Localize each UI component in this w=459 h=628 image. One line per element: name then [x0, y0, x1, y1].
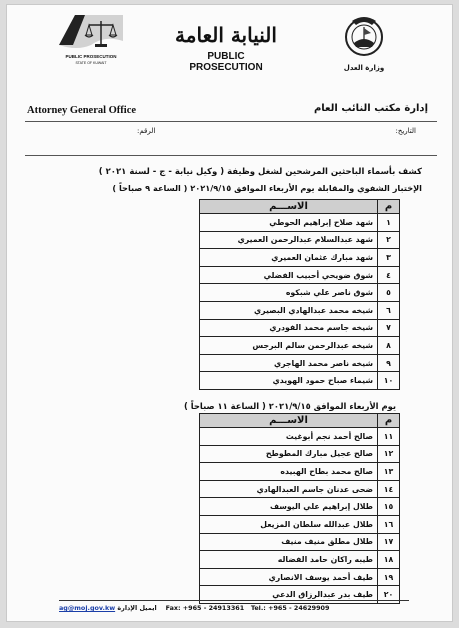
candidates-table-session-1: [199, 199, 400, 390]
scales-flag-icon: [55, 11, 127, 53]
office-name-english: Attorney General Office: [27, 105, 137, 116]
candidate-name: شيخه ناصر محمد الهاجري: [200, 354, 378, 372]
row-number: ٤: [378, 266, 400, 284]
table-row: [200, 354, 400, 372]
row-number: ١٠: [378, 372, 400, 390]
candidate-name: شوق ضويحي أحبيب الفضلي: [200, 266, 378, 284]
candidate-name: طلال عبدالله سلطان المزيعل: [200, 515, 378, 533]
row-number: ١٣: [378, 463, 400, 481]
document-title: كشف بأسماء الباحثين المرشحين لشغل وظيفة ( وكيل نيابة - ج - لسنة ٢٠٢١ ): [98, 167, 422, 177]
candidate-name: شيخه عبدالرحمن سالم البرجس: [200, 337, 378, 355]
table-row: [200, 445, 400, 463]
candidate-name: طلال مطلق منيف منيف: [200, 533, 378, 551]
candidate-name: شهد عبدالسلام عبدالرحمن العميري: [200, 231, 378, 249]
row-number: ٦: [378, 301, 400, 319]
table-row: [200, 249, 400, 267]
candidate-name: ضحى عدنان جاسم العبدالهادي: [200, 480, 378, 498]
row-number: ٢٠: [378, 586, 400, 604]
table-header-row: [200, 414, 400, 428]
column-header-number: م: [378, 200, 400, 214]
document-page: [6, 4, 453, 622]
candidate-name: شيماء صباح حمود الهويدي: [200, 372, 378, 390]
row-number: ٧: [378, 319, 400, 337]
row-number: ١٢: [378, 445, 400, 463]
prosecution-emblem-logo: [55, 11, 127, 71]
table-row: [200, 372, 400, 390]
table-row: [200, 498, 400, 516]
table-row: [200, 515, 400, 533]
row-number: ٣: [378, 249, 400, 267]
row-number: ١٦: [378, 515, 400, 533]
candidate-name: شيخه جاسم محمد الفودري: [200, 319, 378, 337]
row-number: ١٥: [378, 498, 400, 516]
session-two-subtitle: يوم الأربعاء الموافق ٢٠٢١/٩/١٥ ( الساعة ١١ صباحاً ): [184, 401, 396, 411]
reference-number-label: الرقم:: [137, 127, 156, 135]
candidate-name: صالح عجيل مبارك المطوطح: [200, 445, 378, 463]
column-header-name: الاســـم: [200, 414, 378, 428]
candidate-name: طيف بدر عبدالرزاق الدعي: [200, 586, 378, 604]
contact-footer: [59, 604, 409, 612]
candidate-name: صالح محمد بطاح الهبيده: [200, 463, 378, 481]
fax-number: Fax: +965 - 24913361: [165, 604, 245, 612]
email-label: ايميل الإدارة: [117, 604, 157, 612]
telephone-number: Tel.: +965 - 24629909: [250, 604, 330, 612]
ministry-caption: وزارة العدل: [343, 64, 385, 72]
table-row: [200, 337, 400, 355]
public-prosecution-logotype: [173, 21, 279, 81]
row-number: ٥: [378, 284, 400, 302]
state-emblem-icon: [342, 13, 386, 59]
ministry-of-justice-logo: [337, 13, 391, 75]
row-number: ١٩: [378, 568, 400, 586]
row-number: ٩: [378, 354, 400, 372]
table-row: [200, 319, 400, 337]
row-number: ٢: [378, 231, 400, 249]
row-number: ١: [378, 214, 400, 232]
candidate-name: صالح أحمد نجم أبوغيث: [200, 428, 378, 446]
candidate-name: شهد مبارك عثمان العميري: [200, 249, 378, 267]
table-row: [200, 551, 400, 569]
meta-divider: [25, 155, 437, 156]
table-row: [200, 231, 400, 249]
left-logo-subcaption: STATE OF KUWAIT: [75, 61, 107, 65]
table-row: [200, 428, 400, 446]
header-divider: [25, 121, 437, 122]
candidate-name: طيف أحمد يوسف الانصاري: [200, 568, 378, 586]
email-link[interactable]: ag@moj.gov.kw: [59, 604, 116, 612]
row-number: ١١: [378, 428, 400, 446]
candidates-table-session-2: [199, 413, 400, 604]
table-row: [200, 266, 400, 284]
footer-divider: [59, 600, 409, 601]
session-one-subtitle: الإختبار الشفوي والمقابلة يوم الأربعاء الموافق ٢٠٢١/٩/١٥ ( الساعة ٩ صباحاً ): [112, 183, 422, 193]
candidate-name: شيخه محمد عبدالهادي البصيري: [200, 301, 378, 319]
row-number: ١٧: [378, 533, 400, 551]
logotype-english: PUBLIC PROSECUTION: [189, 51, 263, 73]
office-name-arabic: إدارة مكتب النائب العام: [313, 103, 428, 114]
table-row: [200, 284, 400, 302]
candidate-name: طلال إبراهيم علي اليوسف: [200, 498, 378, 516]
logotype-arabic: النيابة العامة: [175, 23, 277, 47]
table-row: [200, 301, 400, 319]
candidate-name: شهد صلاح إبراهيم الحوطي: [200, 214, 378, 232]
row-number: ١٨: [378, 551, 400, 569]
column-header-name: الاســـم: [200, 200, 378, 214]
candidate-name: طيبه راكان حامد الفضاله: [200, 551, 378, 569]
table-row: [200, 463, 400, 481]
table-row: [200, 480, 400, 498]
row-number: ٨: [378, 337, 400, 355]
table-header-row: [200, 200, 400, 214]
table-row: [200, 214, 400, 232]
row-number: ١٤: [378, 480, 400, 498]
date-label: التاريخ:: [395, 127, 416, 135]
column-header-number: م: [378, 414, 400, 428]
table-row: [200, 533, 400, 551]
left-logo-caption: PUBLIC PROSECUTION: [65, 54, 117, 59]
candidate-name: شوق ناصر علي شبكوه: [200, 284, 378, 302]
table-row: [200, 568, 400, 586]
